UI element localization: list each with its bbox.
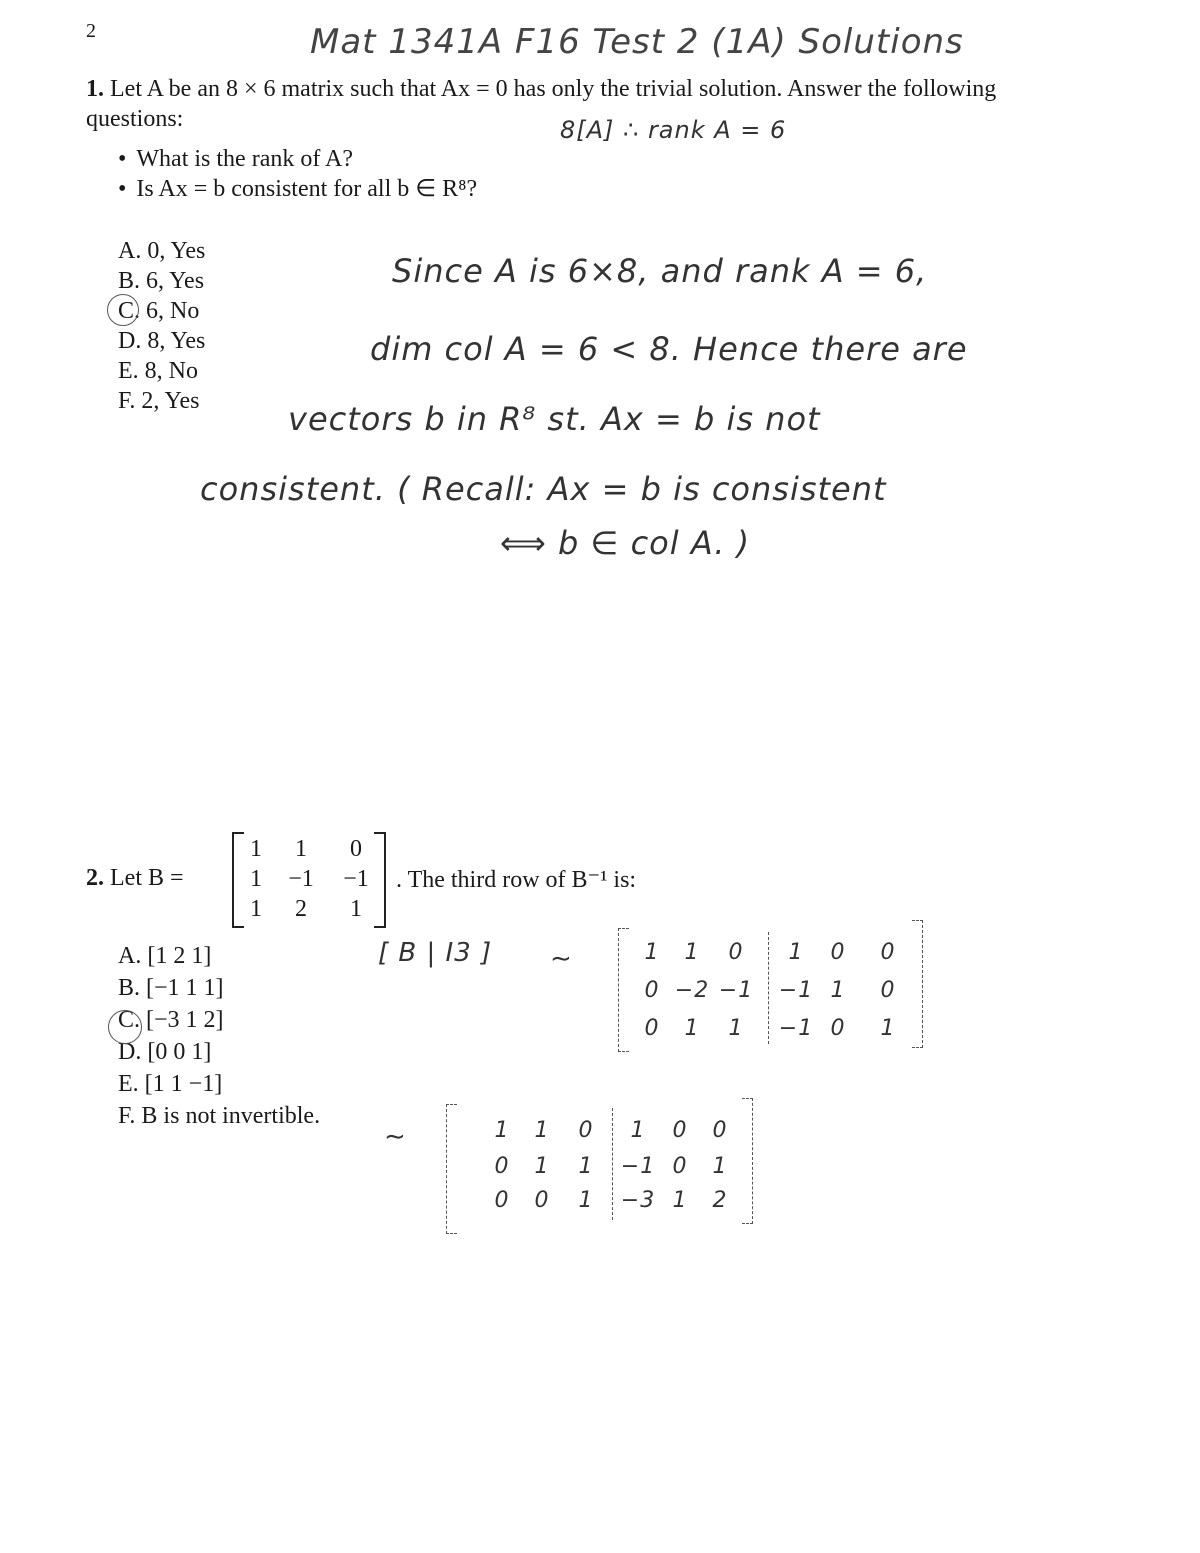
q2-hand-tilde2: ∼ bbox=[384, 1122, 407, 1152]
q2-prompt-prefix: Let B = bbox=[110, 865, 184, 891]
q1-bullets bbox=[118, 144, 477, 204]
matrix-cell: 1 bbox=[534, 1118, 550, 1143]
q2-choice-c: C. [−3 1 2] bbox=[118, 1007, 224, 1033]
matrix-cell: 0 bbox=[494, 1154, 510, 1179]
matrix-cell: 0 bbox=[644, 978, 660, 1003]
q1-solution-line4: consistent. ( Recall: Ax = b is consistent bbox=[200, 470, 887, 508]
matrix-cell: −1 bbox=[343, 866, 369, 892]
matrix-cell: 1 bbox=[830, 978, 846, 1003]
q1-prompt-line2: questions: bbox=[86, 106, 184, 132]
q2-answer-circle bbox=[108, 1010, 142, 1044]
hand-bracket-right bbox=[742, 1098, 753, 1224]
matrix-cell: 0 bbox=[880, 978, 896, 1003]
q1-choice-d: D. 8, Yes bbox=[118, 328, 206, 354]
q2-choice-b: B. [−1 1 1] bbox=[118, 975, 224, 1001]
q2-hand-augmented: [ B | I3 ] bbox=[378, 938, 493, 968]
q1-choice-c: C. 6, No bbox=[118, 298, 200, 324]
q1-number: 1. bbox=[86, 76, 104, 102]
matrix-cell: −2 bbox=[674, 978, 710, 1003]
matrix-cell: 1 bbox=[534, 1154, 550, 1179]
q1-prompt-line1: Let A be an 8 × 6 matrix such that Ax = 0 has only the trivial solution. Answer the following bbox=[110, 76, 997, 102]
handwritten-header: Mat 1341A F16 Test 2 (1A) Solutions bbox=[310, 22, 964, 62]
matrix-cell: 1 bbox=[684, 940, 700, 965]
matrix-cell: 1 bbox=[578, 1188, 594, 1213]
matrix-cell: 1 bbox=[250, 836, 262, 862]
matrix-cell: 0 bbox=[830, 1016, 846, 1041]
matrix-cell: 1 bbox=[672, 1188, 688, 1213]
q2-choice-f: F. B is not invertible. bbox=[118, 1103, 321, 1129]
matrix-cell: 0 bbox=[880, 940, 896, 965]
hand-bracket-left bbox=[446, 1104, 457, 1234]
matrix-cell: 1 bbox=[644, 940, 660, 965]
matrix-cell: −1 bbox=[778, 978, 814, 1003]
matrix-cell: 0 bbox=[672, 1154, 688, 1179]
matrix-cell: 1 bbox=[350, 896, 362, 922]
matrix-cell: 0 bbox=[728, 940, 744, 965]
matrix-cell: 2 bbox=[712, 1188, 728, 1213]
matrix-cell: −1 bbox=[288, 866, 314, 892]
hand-augment-bar bbox=[612, 1108, 613, 1220]
q2-choice-e: E. [1 1 −1] bbox=[118, 1071, 223, 1097]
q1-solution-line1: Since A is 6×8, and rank A = 6, bbox=[392, 252, 928, 290]
q1-bullet-rank: • What is the rank of A? bbox=[118, 144, 477, 174]
matrix-cell: −1 bbox=[718, 978, 754, 1003]
matrix-cell: −3 bbox=[620, 1188, 656, 1213]
matrix-cell: 0 bbox=[644, 1016, 660, 1041]
q2-hand-tilde1: ∼ bbox=[550, 944, 573, 974]
q2-prompt-suffix: . The third row of B⁻¹ is: bbox=[396, 867, 637, 893]
matrix-cell: 0 bbox=[830, 940, 846, 965]
matrix-cell: 1 bbox=[494, 1118, 510, 1143]
q1-choice-b: B. 6, Yes bbox=[118, 268, 205, 294]
q1-choice-e: E. 8, No bbox=[118, 358, 198, 384]
matrix-cell: −1 bbox=[778, 1016, 814, 1041]
q2-choices bbox=[118, 940, 320, 1132]
q1-answer-circle bbox=[107, 294, 139, 326]
matrix-cell: 0 bbox=[712, 1118, 728, 1143]
q1-solution-line5: ⟺ b ∈ col A. ) bbox=[500, 524, 751, 562]
q1-choices bbox=[118, 236, 205, 416]
matrix-cell: 1 bbox=[295, 836, 307, 862]
matrix-cell: 1 bbox=[788, 940, 804, 965]
matrix-cell: 0 bbox=[534, 1188, 550, 1213]
q1-solution-line2: dim col A = 6 < 8. Hence there are bbox=[370, 330, 968, 368]
matrix-cell: 1 bbox=[712, 1154, 728, 1179]
matrix-cell: 1 bbox=[250, 896, 262, 922]
q1-prompt bbox=[86, 76, 996, 103]
q2-choice-d: D. [0 0 1] bbox=[118, 1039, 212, 1065]
matrix-cell: 1 bbox=[578, 1154, 594, 1179]
matrix-cell: 1 bbox=[630, 1118, 646, 1143]
hand-bracket-left bbox=[618, 928, 629, 1052]
matrix-cell: 0 bbox=[578, 1118, 594, 1143]
matrix-cell: 2 bbox=[295, 896, 307, 922]
q2-choice-a: A. [1 2 1] bbox=[118, 943, 212, 969]
q2-prompt bbox=[86, 865, 184, 892]
matrix-cell: 0 bbox=[494, 1188, 510, 1213]
matrix-cell: 1 bbox=[250, 866, 262, 892]
matrix-cell: 0 bbox=[672, 1118, 688, 1143]
matrix-cell: 0 bbox=[350, 836, 362, 862]
q1-bullet-consistent: • Is Ax = b consistent for all b ∈ R⁸? bbox=[118, 174, 477, 204]
q2-number: 2. bbox=[86, 865, 104, 891]
matrix-cell: 1 bbox=[684, 1016, 700, 1041]
page-number: 2 bbox=[86, 20, 96, 42]
hand-bracket-right bbox=[912, 920, 923, 1048]
matrix-cell: 1 bbox=[880, 1016, 896, 1041]
matrix-cell: 1 bbox=[728, 1016, 744, 1041]
q1-handwritten-note: 8[A] ∴ rank A = 6 bbox=[560, 116, 787, 144]
q1-solution-line3: vectors b in R⁸ st. Ax = b is not bbox=[288, 400, 821, 438]
q1-choice-f: F. 2, Yes bbox=[118, 388, 200, 414]
matrix-cell: −1 bbox=[620, 1154, 656, 1179]
q1-choice-a: A. 0, Yes bbox=[118, 238, 206, 264]
hand-augment-bar bbox=[768, 932, 769, 1044]
